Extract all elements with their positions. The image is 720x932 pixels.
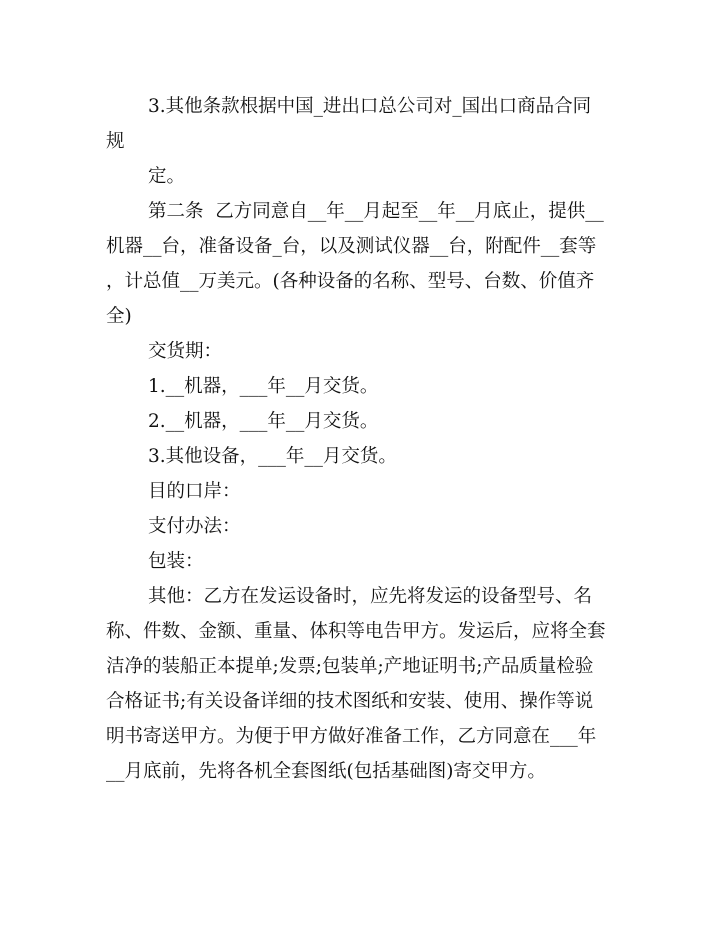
clause-3-line-3: 定。	[148, 166, 186, 187]
article-2-line-3: ，计总值__万美元。(各种设备的名称、型号、台数、价值齐	[106, 271, 595, 292]
clause-3-line-1: 3.其他条款根据中国_进出口总公司对_国出口商品合同	[148, 96, 592, 117]
payment-method-label: 支付办法：	[148, 516, 241, 537]
article-2-line-4: 全)	[106, 306, 132, 327]
delivery-item-1: 1.__机器，___年__月交货。	[148, 376, 379, 397]
other-line-6: __月底前，先将各机全套图纸(包括基础图)寄交甲方。	[106, 761, 546, 782]
destination-port-label: 目的口岸：	[148, 481, 241, 502]
other-line-2: 称、件数、金额、重量、体积等电告甲方。发运后，应将全套	[106, 621, 606, 642]
delivery-period-heading: 交货期：	[148, 341, 223, 362]
delivery-item-2: 2.__机器，___年__月交货。	[148, 411, 379, 432]
other-line-4: 合格证书;有关设备详细的技术图纸和安装、使用、操作等说	[106, 691, 594, 712]
article-2-line-1: 第二条 乙方同意自__年__月起至__年__月底止，提供__	[148, 201, 604, 222]
packaging-label: 包装：	[148, 551, 204, 572]
delivery-item-3: 3.其他设备，___年__月交货。	[148, 446, 397, 467]
other-line-3: 洁净的装船正本提单;发票;包装单;产地证明书;产品质量检验	[106, 656, 594, 677]
document-body	[106, 89, 626, 789]
article-2-line-2: 机器__台，准备设备_台，以及测试仪器__台，附配件__套等	[106, 236, 597, 257]
other-line-5: 明书寄送甲方。为便于甲方做好准备工作，乙方同意在___年	[106, 726, 597, 747]
other-line-1: 其他：乙方在发运设备时，应先将发运的设备型号、名	[148, 586, 593, 607]
clause-3-line-2: 规	[106, 131, 125, 152]
